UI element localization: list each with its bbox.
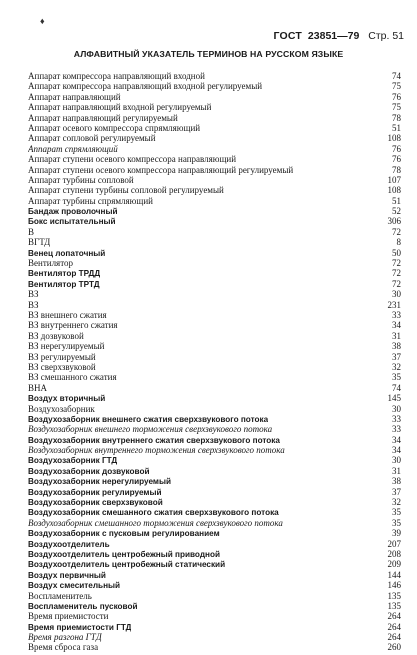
index-entry [28,497,401,507]
index-page-number: 30 [392,289,401,300]
index-term: Время приемистости [28,611,109,622]
index-entry [28,279,401,289]
index-term: Аппарат турбины спрямляющий [28,195,153,206]
standard-number: 23851—79 [307,30,360,42]
index-page-number: 306 [387,216,401,227]
index-term: Воздухозаборник внешнего торможения сверхзвукового потока [28,424,273,435]
index-entry [28,113,401,123]
index-page-number: 209 [387,559,401,570]
index-page-number: 72 [392,226,401,237]
index-term: Вентилятор [28,258,74,269]
index-term: Воздух смесительный [28,581,121,591]
index-entry [28,393,401,403]
index-page-number: 78 [392,112,401,123]
index-page-number: 264 [387,632,401,643]
index-entry [28,248,401,258]
index-page-number: 75 [392,81,401,92]
index-term: ВЗ дозвуковой [28,330,84,341]
index-page-number: 8 [396,237,401,248]
index-term: Воздухозаборник внутреннего сжатия сверхзвукового потока [28,435,280,445]
index-entry [28,289,401,299]
index-entry [28,320,401,330]
index-entry [28,154,401,164]
index-term: Аппарат ступени турбины сопловой регулируемый [28,185,224,196]
index-term: Бандаж проволочный [28,207,118,217]
index-page-number: 38 [392,341,401,352]
index-term: Воздухоотделитель центробежный приводной [28,549,221,559]
index-entry [28,487,401,497]
index-page-number: 107 [387,174,401,185]
index-term: Аппарат сопловой регулируемый [28,133,156,144]
index-page-number: 260 [387,642,401,653]
index-term: Воздухозаборник нерегулируемый [28,477,172,487]
index-term: ВЗ [28,299,39,310]
index-term: Аппарат ступени осевого компрессора направляющий регулируемый [28,164,294,175]
index-term: Аппарат компрессора направляющий входной [28,71,205,81]
index-entry [28,559,401,569]
index-page-number: 72 [392,258,401,269]
corner-mark: ♦ [40,16,45,26]
index-entry [28,362,401,372]
index-page-number: 37 [392,486,401,497]
index-term: Воздухозаборник сверхзвуковой [28,498,163,508]
index-entry [28,435,401,445]
index-entry [28,258,401,268]
index-term: Воздухоотделитель центробежный статический [28,560,226,570]
index-page-number: 144 [387,569,401,580]
index-entry [28,632,401,642]
index-entry [28,185,401,195]
index-page-number: 30 [392,455,401,466]
index-page-number: 35 [392,507,401,518]
index-term: Воздухозаборник ГТД [28,456,118,466]
index-term: Воздухозаборник внутреннего торможения сверхзвукового потока [28,445,285,456]
index-term: Воздухозаборник дозвуковой [28,466,150,476]
index-page-number: 74 [392,71,401,81]
index-page-number: 135 [387,590,401,601]
index-page-number: 51 [392,195,401,206]
index-term: Воздухозаборник внешнего сжатия сверхзвукового потока [28,414,269,424]
index-entry [28,580,401,590]
index-page-number: 145 [387,393,401,404]
index-entry [28,476,401,486]
index-entry [28,175,401,185]
index-term: Воздухозаборник [28,403,95,414]
index-term: Аппарат направляющий входной регулируемый [28,102,212,113]
index-term: Воздух вторичный [28,394,106,404]
index-page-number: 72 [392,278,401,289]
page-label: Стр. [368,30,390,42]
index-entry [28,570,401,580]
index-page-number: 32 [392,361,401,372]
index-page-number: 108 [387,185,401,196]
index-page-number: 37 [392,351,401,362]
index-page-number: 135 [387,600,401,611]
index-entry [28,601,401,611]
index-entry [28,383,401,393]
standard-label: ГОСТ [273,30,302,42]
index-entry [28,102,401,112]
index-entry [28,518,401,528]
index-page-number: 74 [392,382,401,393]
index-term: Аппарат направляющий [28,91,121,102]
index-term: Время приемистости ГТД [28,622,132,632]
index-entry [28,216,401,226]
index-entry [28,206,401,216]
index-term: Воздухозаборник смешанного торможения сверхзвукового потока [28,517,283,528]
index-entry [28,622,401,632]
index-page-number: 33 [392,309,401,320]
index-entry [28,196,401,206]
index-page-number: 31 [392,465,401,476]
index-page-number: 51 [392,122,401,133]
index-term: Воздухоотделитель [28,539,110,549]
index-term: ВЗ смешанного сжатия [28,372,117,383]
index-term: Воздухозаборник регулируемый [28,487,162,497]
index-term: Бокс испытательный [28,217,116,227]
index-term: ВЗ внешнего сжатия [28,309,107,320]
index-page-number: 33 [392,424,401,435]
index-term: Вентилятор ТРТД [28,279,100,289]
index-page-number: 52 [392,206,401,217]
index-entry [28,237,401,247]
index-term: Аппарат ступени осевого компрессора направляющий [28,154,237,165]
index-page-number: 33 [392,413,401,424]
index-page-number: 50 [392,247,401,258]
index-page-number: 76 [392,91,401,102]
index-term: Воспламенитель пусковой [28,601,138,611]
index-term: Аппарат направляющий регулируемый [28,112,178,123]
index-term: Аппарат турбины сопловой [28,174,134,185]
index-term: Воздух первичный [28,570,106,580]
index-entry [28,528,401,538]
index-page-number: 75 [392,102,401,113]
index-entry [28,331,401,341]
index-page-number: 72 [392,268,401,279]
index-term: Воздухозаборник с пусковым регулированием [28,529,220,539]
index-entry [28,372,401,382]
index-page-number: 207 [387,538,401,549]
index-entry [28,71,401,81]
index-page-number: 38 [392,476,401,487]
index-term: ВЗ сверхзвуковой [28,361,96,372]
index-entry [28,92,401,102]
index-term: Венец лопаточный [28,248,106,258]
index-entry [28,133,401,143]
page-header [273,30,404,42]
index-page-number: 146 [387,580,401,591]
index-term: ВЗ нерегулируемый [28,341,105,352]
index-page-number: 108 [387,133,401,144]
index-page-number: 264 [387,611,401,622]
index-term: Воспламенитель [28,590,92,601]
index-page-number: 264 [387,621,401,632]
index-title: АЛФАВИТНЫЙ УКАЗАТЕЛЬ ТЕРМИНОВ НА РУССКОМ ЯЗЫКЕ [73,49,344,59]
index-term: Аппарат спрямляющий [28,143,118,154]
index-page-number: 34 [392,320,401,331]
index-entry [28,352,401,362]
index-entry [28,227,401,237]
index-page-number: 78 [392,164,401,175]
index-entry [28,310,401,320]
index-entry [28,507,401,517]
index-entry [28,611,401,621]
index-page-number: 76 [392,143,401,154]
index-page-number: 208 [387,548,401,559]
index-term: ВГТД [28,237,51,248]
index-page-number: 32 [392,497,401,508]
index-entry [28,455,401,465]
index-entry [28,591,401,601]
index-page-number: 34 [392,445,401,456]
index-page-number: 30 [392,403,401,414]
index-entry [28,341,401,351]
index-page-number: 35 [392,517,401,528]
index-term: Аппарат осевого компрессора спрямляющий [28,122,201,133]
index-term: ВЗ [28,289,39,300]
index-entry [28,549,401,559]
index-page-number: 34 [392,434,401,445]
index-entry [28,300,401,310]
index-entry [28,404,401,414]
index-entry [28,268,401,278]
index-entry [28,165,401,175]
index-term: Время разгона ГТД [28,632,102,643]
index-entry [28,414,401,424]
index-term: ВЗ внутреннего сжатия [28,320,118,331]
index-entry [28,539,401,549]
index-entry [28,144,401,154]
index-term: ВНА [28,382,48,393]
index-entry [28,424,401,434]
index-page-number: 35 [392,372,401,383]
index-term: В [28,226,35,237]
index-page-number: 76 [392,154,401,165]
index-entry [28,445,401,455]
index-entry [28,466,401,476]
index-page-number: 39 [392,528,401,539]
index-entry [28,123,401,133]
index-term: Воздухозаборник смешанного сжатия сверхзвукового потока [28,508,279,518]
index-page-number: 231 [387,299,401,310]
index-entry [28,642,401,652]
index-page-number: 31 [392,330,401,341]
index-term: ВЗ регулируемый [28,351,96,362]
index-term: Аппарат компрессора направляющий входной регулируемый [28,81,263,92]
index-entry [28,81,401,91]
term-index-list [28,71,401,653]
index-term: Вентилятор ТРДД [28,269,101,279]
page-number: 51 [392,30,404,42]
index-term: Время сброса газа [28,642,99,653]
